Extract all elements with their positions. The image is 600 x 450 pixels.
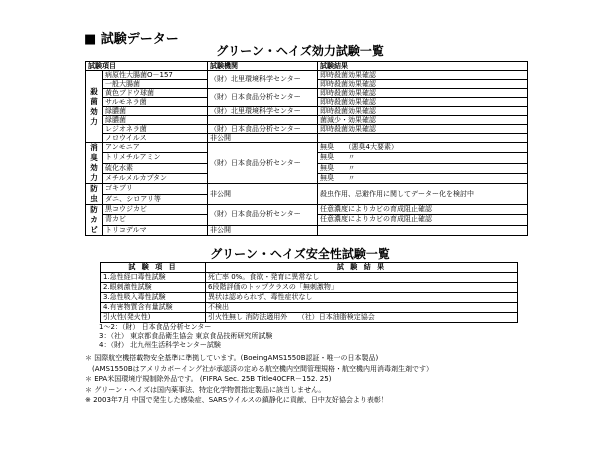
test-item: 黄色ブドウ球菌 [103,89,208,98]
header-result: 試験結果 [318,62,528,71]
test-item: レジオネラ菌 [103,125,208,134]
institution: （財）日本食品分析センター [208,205,318,226]
table-row [86,184,528,195]
test-item: メチルメルカプタン [103,173,208,183]
institution: （財）日本食品分析センター [208,143,318,184]
test-item: トリメチルアミン [103,153,208,163]
institution: （財）北里環境科学センター [208,71,318,89]
table-row [86,225,528,235]
footnote: ＊ 国際航空機搭載物安全基準に準拠しています。(BoeingAMS1550B認証・唯一の日本製品) [85,354,379,362]
header-test-item: 試 験 項 目 [101,263,206,273]
result: 任意濃度によりカビの育成阻止確認 [318,205,528,215]
note-line: 1～2：（財） 日本食品分析センター [99,323,212,331]
result: 無臭 〃 [318,173,528,183]
table-row [86,125,528,134]
table-row [101,313,518,323]
footnote: (AMS1550Bはアメリカボーイング社が承認済の定める航空機内空間管理規格・航空機内用消毒剤生剤です） [85,364,433,373]
result [318,134,528,143]
table-row [86,71,528,80]
test-item: 緑膿菌 [103,116,208,125]
table-row [101,303,518,313]
table-row [86,143,528,153]
efficacy-table-title: グリーン・ヘイズ効力試験一覧 [216,44,384,58]
safety-notes [99,323,272,350]
test-item: 2.眼刺激性試験 [101,283,206,293]
result: 無臭 〃 [318,163,528,173]
test-item: 引火性(発火性) [101,313,206,323]
header-test-item: 試験項目 [86,62,208,71]
table-row [86,89,528,98]
result: 6段階評価のトップクラスの「無刺激物」 [206,283,518,293]
footnote: ※ 2003年7月 中国で発生した感染症、SARSウイルスの鎮静化に貢献、日中友好協会より表彰！ [85,396,388,404]
header-result: 試 験 結 果 [206,263,518,273]
result: 菌減少・効果確認 [318,116,528,125]
test-item: トリコデルマ [103,225,208,235]
result: 即時殺菌効果確認 [318,98,528,107]
result: 即時殺菌効果確認 [318,80,528,89]
table-header-row [101,263,518,273]
test-item: 硫化水素 [103,163,208,173]
test-item: 3.急性吸入毒性試験 [101,293,206,303]
table-row [86,205,528,215]
category-mold: 防カビ [86,205,103,236]
note-line: 3：（社） 東京都食品衛生協会 東京食品技術研究所試験 [99,332,273,340]
test-item: 黒コウジカビ [103,205,208,215]
category-deodorant: 消臭効力 [86,143,103,184]
test-item: サルモネラ菌 [103,98,208,107]
institution: （財）北里環境科学センター [208,107,318,116]
result: 即時殺菌効果確認 [318,71,528,80]
test-item: 緑膿菌 [103,107,208,116]
test-item: ダニ、シロアリ等 [103,194,208,205]
institution [208,116,318,125]
institution: （財）日本食品分析センター [208,125,318,134]
table-row [86,116,528,125]
footnote: ＊ EPA米国環境庁規制除外品です。 (FIFRA Sec. 25B Title40CFR－152. 25) [85,375,332,383]
header-institution: 試験機関 [208,62,318,71]
table-header-row [86,62,528,71]
test-item: 一般大腸菌 [103,80,208,89]
table-row [86,134,528,143]
result: 任意濃度によりカビの育成阻止確認 [318,215,528,225]
institution: （財）日本食品分析センター [208,89,318,107]
result: 無臭 〃 [318,153,528,163]
safety-table [100,262,518,323]
safety-table-title: グリーン・ヘイズ安全性試験一覧 [210,247,390,261]
table-row [101,273,518,283]
category-insect: 防虫 [86,184,103,205]
result: 即時殺菌効果確認 [318,107,528,116]
institution: 非公開 [208,134,318,143]
test-item: 青カビ [103,215,208,225]
test-item: 病原性大腸菌O－157 [103,71,208,80]
test-item: アンモニア [103,143,208,153]
test-item: 4.有害物質含有量試験 [101,303,206,313]
result [318,225,528,235]
footnote: ＊ グリーン・ヘイズは国内薬事法、特定化学物質指定製品に該当しません。 [85,385,326,394]
section-header: ■ 試験データー [84,32,179,47]
category-antibacterial: 殺菌効力 [86,71,103,143]
result: 不検出 [206,303,518,313]
result: 即時殺菌効果確認 [318,89,528,98]
institution: 非公開 [208,184,318,205]
efficacy-table [85,61,528,236]
result: 殺虫作用、忌避作用に関してデーター化を検討中 [318,184,528,205]
result: 無臭 （悪臭4大要素） [318,143,528,153]
test-item: ノロウイルス [103,134,208,143]
footnotes [85,353,433,406]
result: 引火性無し 消防法適用外 （社）日本油脂検定協会 [206,313,518,323]
result: 異状は認められず、毒性症状なし [206,293,518,303]
table-row [101,293,518,303]
test-item: 1.急性経口毒性試験 [101,273,206,283]
table-row [101,283,518,293]
result: 死亡率 0%。食欲・発育に異常なし [206,273,518,283]
table-row [86,107,528,116]
test-item: ゴキブリ [103,184,208,195]
note-line: 4：（財） 北九州生活科学センター試験 [99,341,221,349]
result: 即時殺菌効果確認 [318,125,528,134]
institution: 非公開 [208,225,318,235]
